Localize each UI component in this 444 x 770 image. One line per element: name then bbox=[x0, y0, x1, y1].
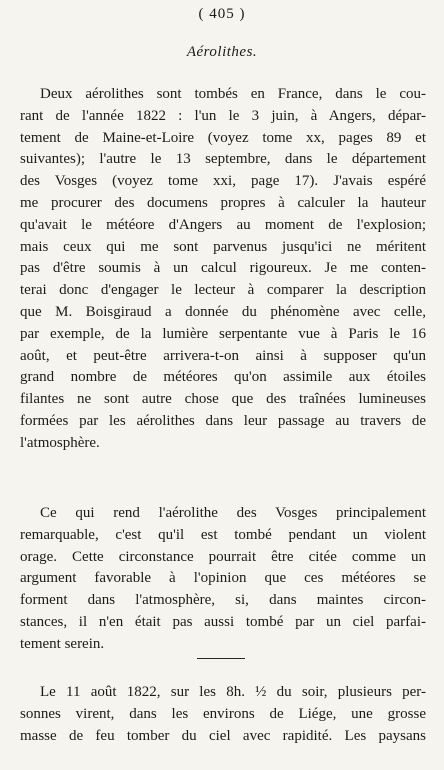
text-line: Deux aérolithes sont tombés en France, dans le cou- bbox=[40, 86, 426, 102]
text-line: rant de l'année 1822 : l'un le 3 juin, à Angers, dépar- bbox=[20, 107, 426, 124]
text-line: filantes ne sont autre chose que des traînées lumineuses bbox=[20, 391, 426, 408]
text-line: des Vosges (voyez tome xxi, page 17). J'avais espéré bbox=[20, 173, 426, 190]
paragraph-1 bbox=[20, 84, 426, 455]
text-line: mais ceux qui me sont parvenus jusqu'ici ne méritent bbox=[20, 238, 426, 255]
text-line: forment dans l'atmosphère, si, dans maintes circon- bbox=[20, 592, 426, 609]
page-number: ( 405 ) bbox=[198, 6, 246, 22]
text-line: suivantes); l'autre le 13 septembre, dans le département bbox=[20, 151, 426, 168]
text-line: août, et peut-être arrivera-t-on ainsi à supposer qu'un bbox=[20, 347, 426, 364]
text-line: formées par les aérolithes dans leur passage au travers de bbox=[20, 412, 426, 429]
section-divider bbox=[197, 658, 245, 659]
text-line: remarquable, c'est qu'il est tombé pendant un violent bbox=[20, 526, 426, 543]
text-line: Ce qui rend l'aérolithe des Vosges principalement bbox=[40, 505, 426, 521]
text-line: sonnes virent, dans les environs de Liége, une grosse bbox=[20, 705, 426, 722]
text-line: grand nombre de météores qu'on assimile aux étoiles bbox=[20, 369, 426, 386]
text-line: par exemple, de la lumière serpentante vue à Paris le 16 bbox=[20, 325, 426, 342]
text-line: argument favorable à l'opinion que ces météores se bbox=[20, 570, 426, 587]
text-line: me procurer des documens propres à calculer la hauteur bbox=[20, 194, 426, 211]
text-line: stances, il n'en était pas aussi tombé par un ciel parfai- bbox=[20, 613, 426, 630]
text-line: que M. Boisgiraud a donnée du phénomène avec celle, bbox=[20, 303, 426, 320]
text-line: tement serein. bbox=[20, 635, 105, 652]
text-line: qu'avait le météore d'Angers au moment de l'explosion; bbox=[20, 216, 426, 233]
paragraph-2 bbox=[20, 503, 426, 656]
text-line: Le 11 août 1822, sur les 8h. ½ du soir, plusieurs per- bbox=[40, 684, 426, 700]
text-line: tement de Maine-et-Loire (voyez tome xx, pages 89 et bbox=[20, 129, 426, 146]
text-line: l'atmosphère. bbox=[20, 434, 100, 451]
section-title: Aérolithes. bbox=[186, 44, 258, 60]
text-line: pas d'être soumis à un calcul rigoureux. Je me conten- bbox=[20, 260, 426, 277]
text-line: masse de feu tomber du ciel avec rapidité. Les paysans bbox=[20, 727, 426, 744]
text-line: terai donc d'engager le lecteur à comparer la description bbox=[20, 282, 426, 299]
text-line: orage. Cette circonstance pourrait être citée comme un bbox=[20, 548, 426, 565]
paragraph-3 bbox=[20, 682, 426, 747]
